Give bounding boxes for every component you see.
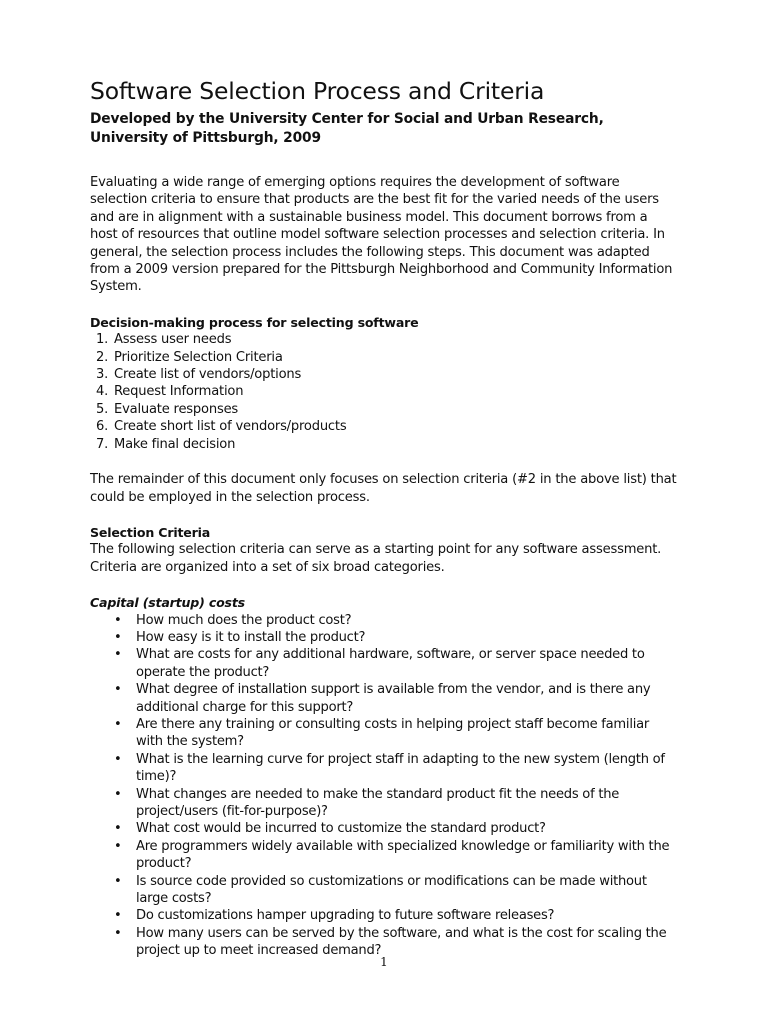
bullet-icon: • [114, 925, 122, 941]
list-item [90, 907, 678, 924]
bullet-icon: • [114, 821, 122, 837]
bullet-icon: • [114, 873, 122, 889]
list-item-text: What changes are needed to make the standard product fit the needs of the project/users (fit-for-purpose)? [136, 786, 620, 819]
list-item-text: How easy is it to install the product? [136, 629, 366, 645]
list-item [90, 820, 678, 837]
bullet-icon: • [114, 647, 122, 663]
bullet-icon: • [114, 838, 122, 854]
bullet-icon: • [114, 612, 122, 628]
list-item: 3. Create list of vendors/options [112, 366, 678, 383]
list-item [90, 629, 678, 646]
list-item [90, 716, 678, 751]
list-item [90, 681, 678, 716]
list-item-text: Is source code provided so customizations or modifications can be made without large costs? [136, 873, 647, 907]
document-title: Software Selection Process and Criteria [90, 77, 545, 105]
list-item: 6. Create short list of vendors/products [112, 418, 678, 435]
capital-costs-heading: Capital (startup) costs [90, 595, 245, 611]
decision-steps-list [90, 331, 678, 453]
remainder-paragraph: The remainder of this document only focuses on selection criteria (#2 in the above list) that could be employed in the selection process. [90, 472, 677, 505]
list-item [90, 838, 678, 873]
list-item-text: Are there any training or consulting costs in helping project staff become familiar with the system? [136, 716, 649, 750]
list-item [90, 751, 678, 786]
list-item-text: Are programmers widely available with specialized knowledge or familiarity with the product? [136, 838, 670, 872]
list-item-text: Do customizations hamper upgrading to future software releases? [136, 908, 555, 924]
document-subtitle: Developed by the University Center for Social and Urban Research, University of Pittsburgh, 2009 [90, 111, 604, 146]
bullet-icon: • [114, 908, 122, 924]
list-item [90, 786, 678, 821]
list-item-text: What are costs for any additional hardware, software, or server space needed to operate the product? [136, 647, 645, 680]
list-item [90, 612, 678, 629]
list-item: 7. Make final decision [112, 436, 678, 453]
bullet-icon: • [114, 751, 122, 767]
bullet-icon: • [114, 716, 122, 732]
intro-paragraph: Evaluating a wide range of emerging options requires the development of software selection criteria to ensure that products are the best fit for the varied needs of the users and are in alignment with a sustainable business model. This document borrows from a host of resources that outline model software selection processes and selection criteria. In general, the selection process includes the following steps. This document was adapted from a 2009 version prepared for the Pittsburgh Neighborhood and Community Information System. [90, 175, 673, 295]
page-number: 1 [380, 955, 388, 969]
decision-process-heading: Decision-making process for selecting software [90, 314, 419, 330]
list-item: 4. Request Information [112, 383, 678, 400]
list-item: 2. Prioritize Selection Criteria [112, 349, 678, 366]
capital-costs-list [90, 612, 678, 960]
list-item [90, 646, 678, 681]
bullet-icon: • [114, 629, 122, 645]
bullet-icon: • [114, 786, 122, 802]
list-item-text: What degree of installation support is available from the vendor, and is there any additional charge for this support? [136, 682, 651, 715]
bullet-icon: • [114, 682, 122, 698]
list-item-text: How much does the product cost? [136, 612, 352, 628]
list-item: 1. Assess user needs [112, 331, 678, 348]
list-item-text: What is the learning curve for project staff in adapting to the new system (length of time)? [136, 751, 665, 785]
selection-criteria-heading: Selection Criteria [90, 524, 211, 540]
list-item [90, 873, 678, 908]
list-item: 5. Evaluate responses [112, 401, 678, 418]
list-item-text: How many users can be served by the software, and what is the cost for scaling the project up to meet increased demand? [136, 925, 667, 959]
selection-criteria-paragraph: The following selection criteria can serve as a starting point for any software assessment. Criteria are organized into a set of six broad categories. [90, 542, 662, 575]
list-item-text: What cost would be incurred to customize the standard product? [136, 821, 546, 837]
